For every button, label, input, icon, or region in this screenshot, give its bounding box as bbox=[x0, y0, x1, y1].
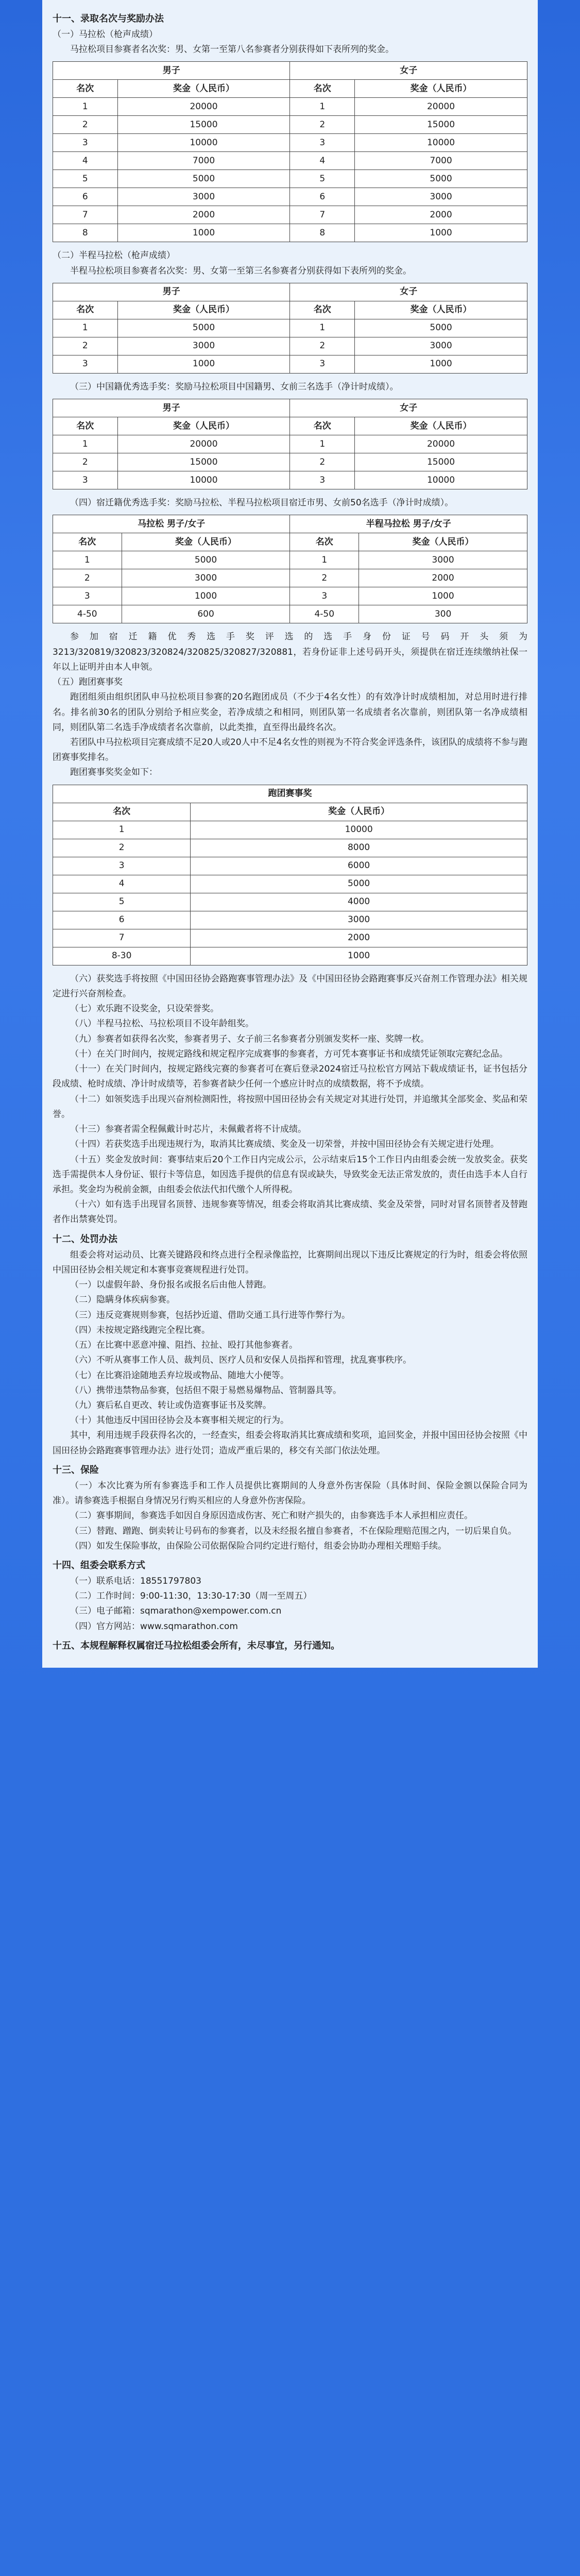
table-cell: 1 bbox=[53, 319, 118, 337]
section-title: 十五、本规程解释权属宿迁马拉松组委会所有，未尽事宜，另行通知。 bbox=[53, 1640, 340, 1651]
running-club-prize-table bbox=[53, 785, 527, 965]
paragraph: （四）如发生保险事故，由保险公司依据保险合同约定进行赔付，组委会协助办理相关理赔手续。 bbox=[70, 1540, 447, 1551]
paragraph: （十）在关门时间内，按规定路线和规定程序完成赛事的参赛者，方可凭本赛事证书和成绩凭证领取完赛纪念品。 bbox=[70, 1048, 508, 1059]
rules-list bbox=[53, 972, 527, 1228]
table-header: 奖金（人民币） bbox=[117, 80, 290, 98]
table-cell: 3000 bbox=[117, 188, 290, 206]
table-cell: 600 bbox=[122, 605, 290, 623]
paragraph: （八）携带违禁物品参赛，包括但不限于易燃易爆物品、管制器具等。 bbox=[70, 1385, 342, 1396]
paragraph: （二）隐瞒身体疾病参赛。 bbox=[70, 1295, 175, 1306]
paragraph: （三）中国籍优秀选手奖：奖励马拉松项目中国籍男、女前三名选手（净计时成绩）。 bbox=[70, 381, 399, 392]
table-header: 名次 bbox=[290, 80, 355, 98]
table-header: 奖金（人民币） bbox=[122, 533, 290, 551]
table-row bbox=[53, 857, 527, 875]
paragraph: （二）赛事期间，参赛选手如因自身原因造成伤害、死亡和财产损失的，由参赛选手本人承担相应责任。 bbox=[70, 1511, 473, 1521]
table-cell: 20000 bbox=[355, 435, 527, 453]
table-cell: 1000 bbox=[355, 224, 527, 242]
table-row bbox=[53, 319, 527, 337]
paragraph: （九）赛后私自更改、转让或伪造赛事证书及奖牌。 bbox=[70, 1400, 271, 1411]
subsection-title: （五）跑团赛事奖 bbox=[53, 677, 123, 688]
table-cell: 10000 bbox=[117, 471, 290, 489]
table-cell: 1000 bbox=[359, 587, 527, 605]
table-cell: 5000 bbox=[122, 551, 290, 569]
table-cell: 20000 bbox=[117, 435, 290, 453]
table-row bbox=[53, 453, 527, 471]
insurance-list bbox=[53, 1479, 527, 1554]
table-cell: 1 bbox=[290, 551, 359, 569]
table-cell: 1000 bbox=[191, 947, 527, 965]
table-body bbox=[53, 821, 527, 965]
table-row bbox=[53, 839, 527, 857]
table-header: 男子 bbox=[53, 62, 290, 80]
table-header: 名次 bbox=[53, 533, 122, 551]
table-cell: 15000 bbox=[117, 453, 290, 471]
table-cell: 2000 bbox=[355, 206, 527, 224]
table-cell: 1000 bbox=[117, 355, 290, 373]
table-cell: 1000 bbox=[117, 224, 290, 242]
table-cell: 8 bbox=[53, 224, 118, 242]
table-header: 奖金（人民币） bbox=[355, 301, 527, 319]
table-header: 名次 bbox=[53, 803, 191, 821]
table-row bbox=[53, 929, 527, 947]
table-row bbox=[53, 337, 527, 355]
table-cell: 3000 bbox=[122, 569, 290, 587]
section-title: 十二、处罚办法 bbox=[53, 1233, 117, 1245]
table-body bbox=[53, 435, 527, 489]
table-cell: 3000 bbox=[355, 337, 527, 355]
table-row bbox=[53, 224, 527, 242]
table-cell: 3 bbox=[53, 587, 122, 605]
table-cell: 1000 bbox=[122, 587, 290, 605]
table-cell: 1 bbox=[290, 435, 355, 453]
table-cell: 4 bbox=[290, 152, 355, 170]
table-row bbox=[53, 893, 527, 911]
table-cell: 6000 bbox=[191, 857, 527, 875]
table-cell: 1 bbox=[53, 821, 191, 839]
table-cell: 3 bbox=[53, 857, 191, 875]
table-header: 男子 bbox=[53, 283, 290, 301]
paragraph: （二）工作时间：9:00-11:30，13:30-17:30（周一至周五） bbox=[70, 1591, 312, 1602]
table-cell: 15000 bbox=[355, 453, 527, 471]
table-row bbox=[53, 605, 527, 623]
table-cell: 7000 bbox=[355, 152, 527, 170]
table-cell: 2 bbox=[53, 839, 191, 857]
table-body bbox=[53, 319, 527, 373]
table-row bbox=[53, 875, 527, 893]
table-header: 名次 bbox=[53, 301, 118, 319]
table-cell: 15000 bbox=[117, 116, 290, 134]
table-cell: 3 bbox=[290, 587, 359, 605]
table-header: 奖金（人民币） bbox=[355, 80, 527, 98]
bottom-strip bbox=[42, 1668, 538, 1679]
table-row bbox=[53, 98, 527, 116]
paragraph: （十）其他违反中国田径协会及本赛事相关规定的行为。 bbox=[70, 1415, 289, 1426]
marathon-prize-table bbox=[53, 61, 527, 242]
table-header: 奖金（人民币） bbox=[355, 417, 527, 435]
paragraph: （四）宿迁籍优秀选手奖：奖励马拉松、半程马拉松项目宿迁市男、女前50名选手（净计时成绩）。 bbox=[70, 498, 454, 509]
contact-list bbox=[53, 1574, 527, 1634]
paragraph: 半程马拉松项目参赛者名次奖：男、女第一至第三名参赛者分别获得如下表所列的奖金。 bbox=[70, 265, 412, 276]
table-cell: 8-30 bbox=[53, 947, 191, 965]
table-cell: 8 bbox=[290, 224, 355, 242]
table-cell: 3 bbox=[53, 471, 118, 489]
chinese-athlete-prize-table bbox=[53, 399, 527, 489]
table-header: 跑团赛事奖 bbox=[53, 785, 527, 803]
table-cell: 5000 bbox=[355, 170, 527, 188]
paragraph: （八）半程马拉松、马拉松项目不设年龄组奖。 bbox=[70, 1019, 254, 1029]
table-cell: 6 bbox=[53, 188, 118, 206]
paragraph: 跑团组须由组织团队申马拉松项目参赛的20名跑团成员（不少于4名女性）的有效净计时成绩相加，对总用时进行排名。排名前30名的团队分别给予相应奖金，若净成绩之和相同，则团队第一名成绩者名次靠前，则团队第一名净成绩相同，则团队第二名选手净成绩者名次靠前，以此类推，直至得出最终名次。 bbox=[53, 692, 527, 733]
table-cell: 5 bbox=[53, 893, 191, 911]
table-row bbox=[53, 152, 527, 170]
paragraph: （七）在比赛沿途随地丢弃垃圾或物品、随地大小便等。 bbox=[70, 1370, 289, 1381]
paragraph: 其中，利用违规手段获得名次的，一经查实，组委会将取消其比赛成绩和奖项，追回奖金，并报中国田径协会按照《中国田径协会路跑赛事管理办法》进行处罚；造成严重后果的，移交有关部门依法处理。 bbox=[53, 1430, 527, 1456]
paragraph: 若团队中马拉松项目完赛成绩不足20人或20人中不足4名女性的则视为不符合奖金评选条件，该团队的成绩将不参与跑团赛事奖排名。 bbox=[53, 737, 527, 763]
table-row bbox=[53, 188, 527, 206]
paragraph: （四）未按规定路线跑完全程比赛。 bbox=[70, 1325, 210, 1335]
table-body bbox=[53, 551, 527, 623]
paragraph: 组委会将对运动员、比赛关键路段和终点进行全程录像监控，比赛期间出现以下违反比赛规定的行为时，组委会将依照中国田径协会相关规定和本赛事竞赛规程进行处罚。 bbox=[53, 1249, 527, 1275]
table-cell: 3 bbox=[53, 134, 118, 152]
table-cell: 3 bbox=[53, 355, 118, 373]
paragraph: （五）在比赛中恶意冲撞、阻挡、拉扯、殴打其他参赛者。 bbox=[70, 1340, 298, 1351]
table-cell: 3 bbox=[290, 355, 355, 373]
table-cell: 7 bbox=[290, 206, 355, 224]
table-cell: 20000 bbox=[355, 98, 527, 116]
table-cell: 3000 bbox=[191, 911, 527, 929]
table-row bbox=[53, 569, 527, 587]
paragraph: 马拉松项目参赛者名次奖：男、女第一至第八名参赛者分别获得如下表所列的奖金。 bbox=[70, 44, 394, 55]
table-cell: 5000 bbox=[117, 319, 290, 337]
table-cell: 3000 bbox=[117, 337, 290, 355]
paragraph: （十五）奖金发放时间：赛事结束后20个工作日内完成公示，公示结束后15个工作日内由组委会统一发放奖金。获奖选手需提供本人身份证、银行卡等信息，如因选手提供的信息有误或缺失，导致奖金无法正常发放的，责任由选手本人自行承担。奖金均为税前金额，由组委会依法代扣代缴个人所得税。 bbox=[53, 1154, 527, 1195]
table-cell: 15000 bbox=[355, 116, 527, 134]
table-cell: 2 bbox=[290, 453, 355, 471]
table-cell: 5000 bbox=[355, 319, 527, 337]
table-header: 名次 bbox=[53, 417, 118, 435]
paragraph: （三）电子邮箱：sqmarathon@xempower.com.cn bbox=[70, 1606, 282, 1617]
table-cell: 1 bbox=[53, 551, 122, 569]
table-cell: 1 bbox=[290, 319, 355, 337]
table-cell: 10000 bbox=[191, 821, 527, 839]
table-cell: 3000 bbox=[359, 551, 527, 569]
table-cell: 10000 bbox=[355, 471, 527, 489]
suqian-athlete-prize-table bbox=[53, 515, 527, 623]
penalty-list bbox=[53, 1278, 527, 1428]
paragraph: （三）违反竞赛规则参赛，包括抄近道、借助交通工具行进等作弊行为。 bbox=[70, 1310, 350, 1320]
table-row bbox=[53, 911, 527, 929]
table-row bbox=[53, 355, 527, 373]
table-cell: 4-50 bbox=[53, 605, 122, 623]
half-marathon-prize-table bbox=[53, 283, 527, 374]
table-cell: 10000 bbox=[117, 134, 290, 152]
table-cell: 2000 bbox=[359, 569, 527, 587]
table-row bbox=[53, 821, 527, 839]
table-header: 女子 bbox=[290, 399, 527, 417]
paragraph: （十四）若获奖选手出现违规行为，取消其比赛成绩、奖金及一切荣誉，并按中国田径协会有关规定进行处理。 bbox=[70, 1139, 499, 1150]
paragraph: （十三）参赛者需全程佩戴计时芯片，未佩戴者将不计成绩。 bbox=[70, 1124, 306, 1135]
table-cell: 5000 bbox=[117, 170, 290, 188]
paragraph: （一）以虚假年龄、身份报名或报名后由他人替跑。 bbox=[70, 1280, 271, 1291]
table-header: 男子 bbox=[53, 399, 290, 417]
paragraph: 参加宿迁籍优秀选手奖评选的选手身份证号码开头须为3213/320819/320823/320824/320825/320827/320881，若身份证非上述号码开头，须提供在宿迁连续缴纳社保一年以上证明并由本人申领。 bbox=[53, 632, 527, 672]
table-header: 名次 bbox=[290, 417, 355, 435]
table-cell: 6 bbox=[290, 188, 355, 206]
table-cell: 10000 bbox=[355, 134, 527, 152]
table-header: 马拉松 男子/女子 bbox=[53, 515, 290, 533]
table-cell: 2 bbox=[53, 116, 118, 134]
paragraph: （六）不听从赛事工作人员、裁判员、医疗人员和安保人员指挥和管理，扰乱赛事秩序。 bbox=[70, 1355, 412, 1366]
table-header: 女子 bbox=[290, 62, 527, 80]
table-body bbox=[53, 98, 527, 242]
table-cell: 2000 bbox=[191, 929, 527, 947]
table-cell: 3 bbox=[290, 471, 355, 489]
table-row bbox=[53, 587, 527, 605]
paragraph: 跑团赛事奖奖金如下： bbox=[70, 767, 158, 778]
table-cell: 2 bbox=[53, 569, 122, 587]
table-cell: 1000 bbox=[355, 355, 527, 373]
paragraph: （四）官方网站：www.sqmarathon.com bbox=[70, 1621, 238, 1632]
table-row bbox=[53, 116, 527, 134]
table-cell: 5 bbox=[53, 170, 118, 188]
table-cell: 2000 bbox=[117, 206, 290, 224]
paragraph: （一）联系电话：18551797803 bbox=[70, 1576, 201, 1586]
table-cell: 20000 bbox=[117, 98, 290, 116]
table-cell: 3000 bbox=[355, 188, 527, 206]
table-header: 奖金（人民币） bbox=[191, 803, 527, 821]
paragraph: （六）获奖选手将按照《中国田径协会路跑赛事管理办法》及《中国田径协会路跑赛事反兴奋剂工作管理办法》相关规定进行兴奋剂检查。 bbox=[53, 973, 527, 999]
table-header: 半程马拉松 男子/女子 bbox=[290, 515, 527, 533]
section-title: 十四、组委会联系方式 bbox=[53, 1560, 145, 1571]
table-cell: 4 bbox=[53, 152, 118, 170]
table-cell: 8000 bbox=[191, 839, 527, 857]
table-header: 奖金（人民币） bbox=[117, 301, 290, 319]
table-header: 女子 bbox=[290, 283, 527, 301]
paragraph: （三）替跑、蹭跑、倒卖转让号码布的参赛者，以及未经报名擅自参赛者，不在保险理赔范围之内，一切后果自负。 bbox=[70, 1526, 517, 1536]
section-title: 十一、录取名次与奖励办法 bbox=[53, 13, 164, 24]
subsection-title: （二）半程马拉松（枪声成绩） bbox=[53, 250, 175, 261]
table-row bbox=[53, 170, 527, 188]
table-cell: 3 bbox=[290, 134, 355, 152]
table-cell: 6 bbox=[53, 911, 191, 929]
regulation-card bbox=[42, 0, 538, 1668]
table-cell: 7000 bbox=[117, 152, 290, 170]
table-cell: 5 bbox=[290, 170, 355, 188]
table-row bbox=[53, 551, 527, 569]
table-cell: 7 bbox=[53, 206, 118, 224]
table-row bbox=[53, 134, 527, 152]
subsection-title: （一）马拉松（枪声成绩） bbox=[53, 29, 158, 40]
table-cell: 1 bbox=[53, 435, 118, 453]
table-cell: 4-50 bbox=[290, 605, 359, 623]
table-header: 奖金（人民币） bbox=[359, 533, 527, 551]
table-cell: 2 bbox=[290, 337, 355, 355]
paragraph: （十二）如领奖选手出现兴奋剂检测阳性，将按照中国田径协会有关规定对其进行处罚，并追缴其全部奖金、奖品和荣誉。 bbox=[53, 1094, 527, 1120]
table-cell: 300 bbox=[359, 605, 527, 623]
table-cell: 2 bbox=[290, 569, 359, 587]
table-cell: 1 bbox=[53, 98, 118, 116]
table-cell: 4000 bbox=[191, 893, 527, 911]
paragraph: （一）本次比赛为所有参赛选手和工作人员提供比赛期间的人身意外伤害保险（具体时间、保险金额以保险合同为准）。请参赛选手根据自身情况另行购买相应的人身意外伤害保险。 bbox=[53, 1480, 527, 1506]
table-cell: 1 bbox=[290, 98, 355, 116]
table-row bbox=[53, 947, 527, 965]
paragraph: （十六）如有选手出现冒名顶替、违规参赛等情况，组委会将取消其比赛成绩、奖金及荣誉，同时对冒名顶替者及替跑者作出禁赛处罚。 bbox=[53, 1199, 527, 1225]
table-header: 名次 bbox=[290, 533, 359, 551]
table-cell: 7 bbox=[53, 929, 191, 947]
paragraph: （十一）在关门时间内，按规定路线完赛的参赛者可在赛后登录2024宿迁马拉松官方网站下载成绩证书，证书包括分段成绩、枪时成绩、净计时成绩等，若参赛者缺少任何一个感应计时点的成绩数据，将不予成绩。 bbox=[53, 1064, 527, 1090]
table-row bbox=[53, 435, 527, 453]
section-title: 十三、保险 bbox=[53, 1464, 99, 1476]
table-cell: 2 bbox=[290, 116, 355, 134]
table-cell: 2 bbox=[53, 337, 118, 355]
table-row bbox=[53, 471, 527, 489]
paragraph: （七）欢乐跑不设奖金，只设荣誉奖。 bbox=[70, 1004, 219, 1014]
table-cell: 5000 bbox=[191, 875, 527, 893]
table-header: 名次 bbox=[53, 80, 118, 98]
table-cell: 2 bbox=[53, 453, 118, 471]
table-header: 名次 bbox=[290, 301, 355, 319]
paragraph: （九）参赛者如获得名次奖，参赛者男子、女子前三名参赛者分别颁发奖杯一座、奖牌一枚。 bbox=[70, 1033, 429, 1044]
table-header: 奖金（人民币） bbox=[117, 417, 290, 435]
table-row bbox=[53, 206, 527, 224]
table-cell: 4 bbox=[53, 875, 191, 893]
